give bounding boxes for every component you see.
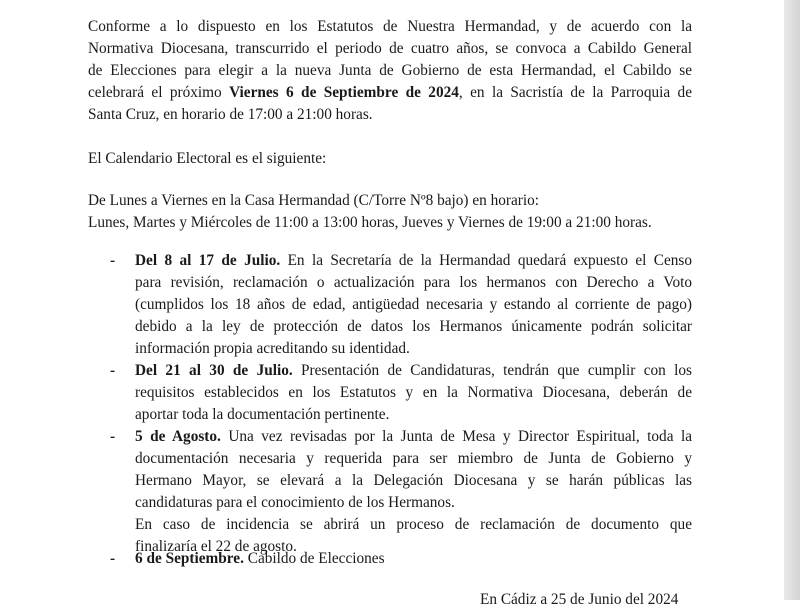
list-item-first-line	[135, 250, 692, 272]
list-item-line: aportar toda la documentación pertinente.	[135, 406, 390, 423]
list-item-line: En caso de incidencia se abrirá un proceso de reclamación de documento que	[135, 516, 692, 533]
item-date: Del 21 al 30 de Julio.	[135, 362, 293, 379]
list-item-line: para revisión, reclamación o actualización para los hermanos con Derecho a Voto	[135, 274, 692, 291]
list-item-line: Hermano Mayor, se elevará a la Delegación Diocesana y se harán públicas las	[135, 472, 692, 489]
list-item-line: (cumplidos los 18 años de edad, antigüedad necesaria y estando al corriente de pago)	[135, 296, 692, 313]
schedule-line-1	[88, 190, 692, 212]
list-item-line: información propia acreditando su identidad.	[135, 340, 410, 357]
list-item-line: finalizaría el 22 de agosto.	[135, 538, 297, 555]
list-item-text	[135, 548, 692, 570]
list-item-text	[135, 426, 692, 558]
list-item-first-line	[135, 548, 692, 570]
list-item-line: requisitos establecidos en los Estatutos y en la Normativa Diocesana, deberán de	[135, 384, 692, 401]
list-item-text	[135, 250, 692, 360]
intro-line: de Elecciones para elegir a la nueva Junta de Gobierno de esta Hermandad, el Cabildo se	[88, 62, 692, 79]
intro-paragraph	[88, 16, 692, 126]
intro-line: Normativa Diocesana, transcurrido el periodo de cuatro años, se convoca a Cabildo General	[88, 40, 692, 57]
item-date: Del 8 al 17 de Julio.	[135, 252, 281, 269]
intro-line-with-date	[88, 82, 692, 104]
intro-text: , en la Sacristía de la Parroquia de	[458, 84, 692, 101]
schedule-line-2	[88, 212, 692, 234]
intro-text: celebrará el próximo	[88, 84, 230, 101]
item-date: 6 de Septiembre.	[135, 550, 244, 567]
item-text: Presentación de Candidaturas, tendrán que cumplir con los	[292, 362, 693, 379]
calendar-intro-text: El Calendario Electoral es el siguiente:	[88, 150, 327, 167]
list-item-first-line	[135, 426, 692, 448]
bullet-dash: -	[110, 362, 116, 379]
item-text: Una vez revisadas por la Junta de Mesa y Director Espiritual, toda la	[220, 428, 692, 445]
bullet-dash: -	[110, 252, 116, 269]
schedule-text: De Lunes a Viernes en la Casa Hermandad (C/Torre Nº8 bajo) en horario:	[88, 192, 540, 209]
bullet-dash: -	[110, 428, 116, 445]
list-item-line: documentación necesaria y requerida para ser miembro de Junta de Gobierno y	[135, 450, 692, 467]
closing-place-date: En Cádiz a 25 de Junio del 2024	[480, 591, 679, 608]
list-item-line: debido a la ley de protección de datos los Hermanos únicamente podrán solicitar	[135, 318, 692, 335]
list-item-text	[135, 360, 692, 426]
intro-line: Conforme a lo dispuesto en los Estatutos de Nuestra Hermandad, y de acuerdo con la	[88, 18, 692, 35]
schedule-text: Lunes, Martes y Miércoles de 11:00 a 13:00 horas, Jueves y Viernes de 19:00 a 21:00 horas.	[88, 214, 652, 231]
item-date: 5 de Agosto.	[135, 428, 221, 445]
intro-line: Santa Cruz, en horario de 17:00 a 21:00 horas.	[88, 106, 373, 123]
list-item-first-line	[135, 360, 692, 382]
calendar-intro	[88, 148, 692, 170]
page-edge-shadow	[784, 0, 800, 600]
cabildo-date: Viernes 6 de Septiembre de 2024	[229, 84, 459, 101]
item-text: En la Secretaría de la Hermandad quedará expuesto el Censo	[280, 252, 692, 269]
bullet-dash: -	[110, 550, 116, 567]
list-item-line: candidaturas para el conocimiento de los Hermanos.	[135, 494, 455, 511]
item-text: Cabildo de Elecciones	[243, 550, 385, 567]
